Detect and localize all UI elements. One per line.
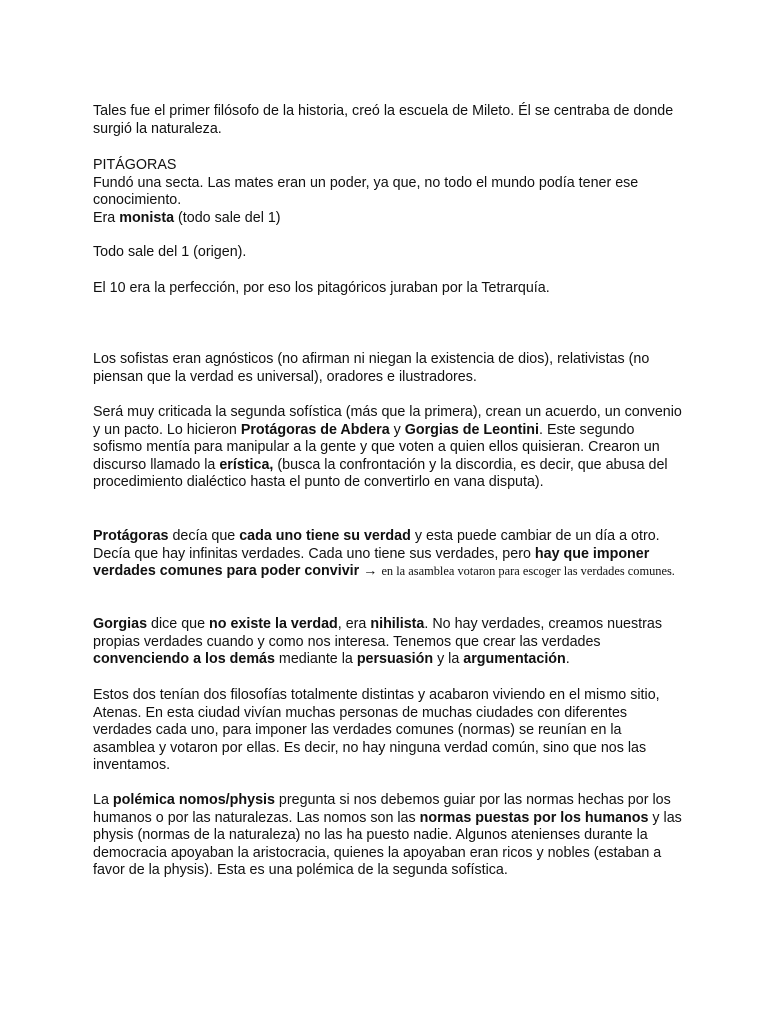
persuasion-bold: persuasión: [356, 651, 434, 668]
nomos-physis-bold: polémica nomos/physis: [112, 792, 275, 808]
gorgias-j: y la: [433, 651, 464, 668]
pitagoras-line-2: [93, 210, 683, 228]
protagoras-text: [93, 528, 683, 581]
pitagoras-section: [93, 157, 683, 227]
gorgias-h: mediante la: [274, 651, 357, 668]
segunda-a: Será muy criticada la segunda sofística (más que la primera), crean un acuerdo, un convenio y un pacto. Lo hicieron: [93, 404, 682, 438]
gorgias-b: dice que: [147, 616, 210, 632]
polemica-paragraph: [93, 792, 683, 880]
segunda-e: . Este segundo sofismo mentía para manipular a la gente y que voten a quien ellos quisieran. Crearon un discurso llamado la: [93, 421, 660, 473]
pitagoras-line-2-a: Era: [93, 209, 120, 226]
estos-paragraph: [93, 687, 683, 775]
tales-paragraph: [93, 103, 683, 138]
segunda-g: (busca la confrontación y la discordia, es decir,: [273, 456, 578, 473]
normas-puestas-bold: normas puestas por los humanos: [419, 809, 649, 826]
segunda-h: que abusa del procedimiento dialéctico hasta el punto de convertirlo en vana disputa).: [93, 456, 668, 491]
segunda-sofistica-text: [93, 404, 683, 492]
tales-text: Tales fue el primer filósofo de la historia, creó la escuela de Mileto. Él se centraba de donde surgió la naturaleza.: [93, 103, 674, 137]
gorgias-l: .: [565, 651, 570, 668]
gorgias-paragraph: [93, 616, 683, 669]
diez-text: El 10 era la perfección, por eso los pitagóricos juraban por la Tetrarquía.: [93, 280, 550, 296]
protagoras-d: y esta puede cambiar de un día a otro. Decía que hay infinitas verdades. Cada uno tiene sus verdades, pero: [93, 528, 660, 562]
gorgias-bold: Gorgias: [93, 616, 148, 632]
argumentacion-bold: argumentación: [463, 651, 566, 668]
no-existe-bold: no existe la verdad: [209, 616, 338, 632]
polemica-c: pregunta si nos debemos guiar por las normas hechas por los humanos o por las naturalezas. Las nomos son las: [93, 792, 671, 826]
gorgias-d: , era: [337, 616, 371, 632]
gorgias-leontini-bold: Gorgias de Leontini: [404, 421, 540, 438]
protagoras-bold: Protágoras: [93, 528, 169, 544]
pitagoras-line-1: Fundó una secta. Las mates eran un poder, ya que, no todo el mundo podía tener ese conocimiento.: [93, 174, 639, 209]
sofistas-text: Los sofistas eran agnósticos (no afirman ni niegan la existencia de dios), relativistas (no piensan que la verdad es universal), oradores e ilustradores.: [93, 351, 650, 385]
protagoras-abdera-bold: Protágoras de Abdera: [240, 421, 390, 438]
todo-paragraph: [93, 244, 683, 262]
diez-paragraph: [93, 280, 683, 298]
sofistas-paragraph: [93, 351, 683, 386]
eristica-bold: erística,: [219, 456, 274, 473]
segunda-c: y: [389, 421, 405, 438]
polemica-e: y las physis (normas de la naturaleza) no las ha puesto nadie. Algunos atenienses durante la democracia apoyaban la aristocracia, quienes la apoyaban eran ricos y nobles (estaban a favor de la physis). Esta es una polémica de la segunda sofística.: [93, 809, 682, 879]
nihilista-bold: nihilista: [370, 616, 425, 632]
segunda-sofistica-paragraph: [93, 404, 683, 492]
monista-bold: monista: [119, 209, 175, 226]
cada-uno-bold: cada uno tiene su verdad: [239, 528, 411, 544]
pitagoras-heading: PITÁGORAS: [93, 157, 177, 173]
convenciendo-bold: convenciendo a los demás: [93, 651, 275, 668]
estos-text: Estos dos tenían dos filosofías totalmente distintas y acabaron viviendo en el mismo sitio, Atenas. En esta ciudad vivían muchas personas de muchas ciudades con diferentes verdades cada uno, para imponer las verdades comunes (normas) se reunían en la asamblea y votaron por ellas. Es decir, no hay ninguna verdad común, sino que nos las inventamos.: [93, 687, 660, 774]
gorgias-f: . No hay verdades, creamos nuestras propias verdades cuando y como nos interesa. Tenemos que crear las verdades: [93, 616, 662, 650]
pitagoras-line-2-c: (todo sale del 1): [174, 209, 281, 226]
polemica-text: [93, 792, 683, 880]
polemica-a: La: [93, 792, 113, 808]
protagoras-g: en la asamblea votaron para escoger las verdades comunes.: [381, 564, 675, 579]
todo-text: Todo sale del 1 (origen).: [93, 244, 247, 260]
protagoras-b: decía que: [168, 528, 240, 544]
gorgias-text: [93, 616, 683, 669]
hay-que-imponer-bold: hay que imponer verdades comunes para poder convivir: [93, 545, 650, 580]
protagoras-paragraph: [93, 528, 683, 581]
arrow-symbol: →: [359, 563, 382, 580]
